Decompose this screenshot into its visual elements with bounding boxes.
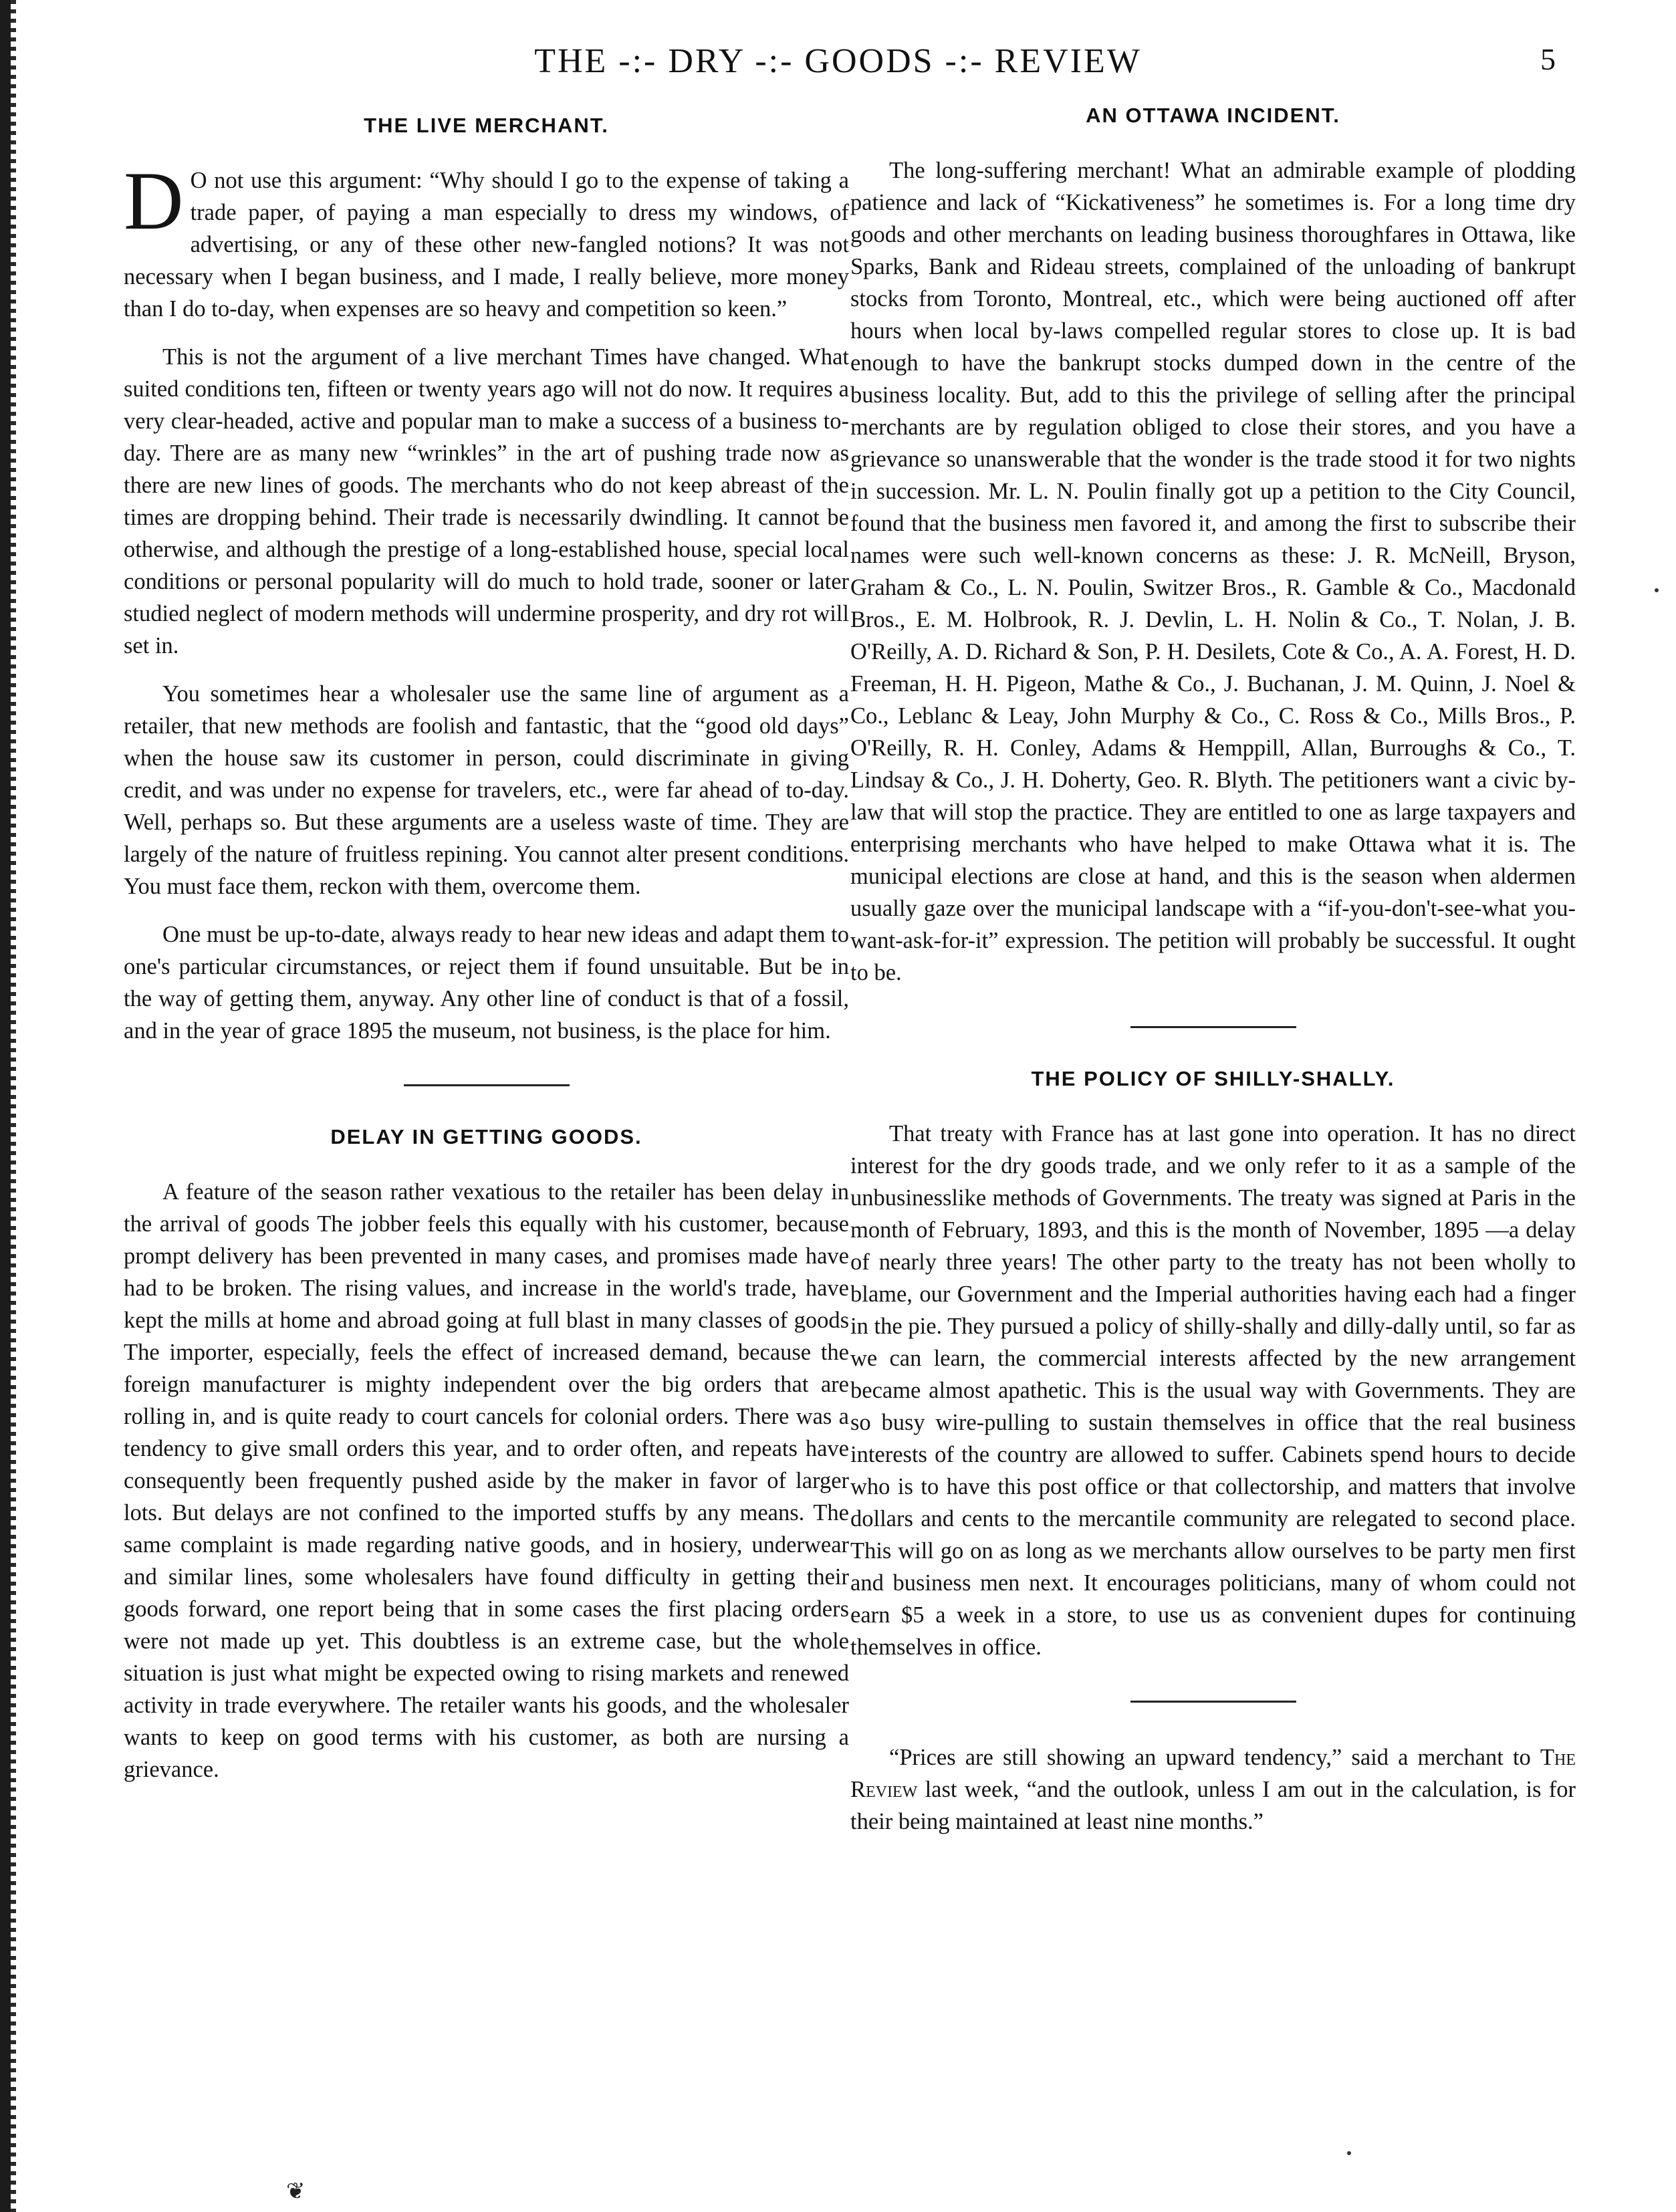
paragraph: The long-suffering merchant! What an admirable example of plodding patience and lack of “Kickativeness” he sometimes is. For a long time dry goods and other merchants on leading business thoroughfares in Ottawa, like Sparks, Bank and Rideau streets, complained of the unloading of bankrupt stocks from Toronto, Montreal, etc., which were being auctioned off after hours when local by-laws compelled regular stores to close up. It is bad enough to have the bankrupt stocks dumped down in the centre of the business locality. But, add to this the privilege of selling after the principal merchants are by regulation obliged to close their stores, and you have a grievance so unanswerable that the wonder is the trade stood it for two nights in succession. Mr. L. N. Poulin finally got up a petition to the City Council, found that the business men favored it, and among the first to subscribe their names were such well-known concerns as these: J. R. McNeill, Bryson, Graham & Co., L. N. Poulin, Switzer Bros., R. Gamble & Co., Macdonald Bros., E. M. Holbrook, R. J. Devlin, L. H. Nolin & Co., T. Nolan, J. B. O'Reilly, A. D. Richard & Son, P. H. Desilets, Cote & Co., A. A. Forest, H. D. Freeman, H. H. Pigeon, Mathe & Co., J. Buchanan, J. M. Quinn, J. Noel & Co., Leblanc & Leay, John Murphy & Co., C. Ross & Co., Mills Bros., P. O'Reilly, R. H. Conley, Adams & Hemppill, Allan, Burroughs & Co., T. Lindsay & Co., J. H. Doherty, Geo. R. Blyth. The petitioners want a civic by-law that will stop the practice. They are entitled to one as large taxpayers and enterprising merchants who have helped to make Ottawa what it is. The municipal elections are close at hand, and this is the season when aldermen usually gaze over the municipal landscape with a “if-you-don't-see-what you-want-ask-for-it” expression. The petition will probably be successful. It ought to be.	[850, 158, 1576, 985]
print-speck	[1655, 588, 1659, 592]
paragraph-text: last week, “and the outlook, unless I am out in the calculation, is for their being maintained at least nine months.”	[850, 1777, 1576, 1834]
drop-cap: D	[124, 155, 184, 247]
heading-delay: DELAY IN GETTING GOODS.	[330, 1125, 642, 1148]
paragraph: This is not the argument of a live merchant Times have changed. What suited conditions ten, fifteen or twenty years ago will not do now. It requires a very clear-headed, active and popular man to make a success of a business to-day. There are as many new “wrinkles” in the art of pushing trade now as there are new lines of goods. The merchants who do not keep abreast of the times are dropping behind. Their trade is necessarily dwindling. It cannot be otherwise, and although the prestige of a long-established house, special local conditions or personal popularity will do much to hold trade, sooner or later studied neglect of modern methods will undermine prosperity, and dry rot will set in.	[124, 344, 849, 658]
heading-ottawa: AN OTTAWA INCIDENT.	[1086, 104, 1340, 127]
paragraph: That treaty with France has at last gone into operation. It has no direct interest for the dry goods trade, and we only refer to it as a sample of the unbusinesslike methods of Governments. The treaty was signed at Paris in the month of February, 1893, and this is the month of November, 1895 —a delay of nearly three years! The other party to the treaty has not been wholly to blame, our Government and the Imperial authorities having each had a finger in the pie. They pursued a policy of shilly-shally and dilly-dally until, so far as we can learn, the commercial interests affected by the new arrangement became almost apathetic. This is the usual way with Governments. They are so busy wire-pulling to sustain themselves in office that the real business interests of the country are allowed to suffer. Cabinets spend hours to decide who is to have this post office or that collectorship, and matters that involve dollars and cents to the mercantile community are relegated to second place. This will go on as long as we merchants allow ourselves to be party men first and business men next. It encourages politicians, many of whom could not earn $5 a week in a store, to use us as convenient dupes for continuing themselves in office.	[850, 1121, 1576, 1660]
section-divider	[404, 1084, 570, 1086]
print-speck	[1347, 2151, 1351, 2155]
paragraph-text: “Prices are still showing an upward tendency,” said a merchant to	[889, 1745, 1540, 1770]
paragraph-text: O not use this argument: “Why should I go to the expense of taking a trade paper, of paying a man especially to dress my windows, of advertising, or any of these other new-fangled notions? It was not necessary when I began business, and I made, I really believe, more money than I do to-day, when expenses are so heavy and competition so keen.”	[124, 168, 849, 322]
paragraph: A feature of the season rather vexatious to the retailer has been delay in the arrival of goods The jobber feels this equally with his customer, because prompt delivery has been prevented in many cases, and promises made have had to be broken. The rising values, and increase in the world's trade, have kept the mills at home and abroad going at full blast in many classes of goods The importer, especially, feels the effect of increased demand, because the foreign manufacturer is mighty independent over the big orders that are rolling in, and is quite ready to court cancels for colonial orders. There was a tendency to give small orders this year, and to order often, and repeats have consequently been frequently pushed aside by the maker in favor of larger lots. But delays are not confined to the imported stuffs by any means. The same complaint is made regarding native goods, and in hosiery, underwear and similar lines, some wholesalers have found difficulty in getting their goods forward, one report being that in some cases the first placing orders were not made up yet. This doubtless is an extreme case, but the whole situation is just what might be expected owing to rising markets and renewed activity in trade everywhere. The retailer wants his goods, and the wholesaler wants to keep on good terms with his customer, as both are nursing a grievance.	[124, 1179, 849, 1782]
publication-name: The Review	[850, 1745, 1576, 1802]
masthead-title: THE -:- DRY -:- GOODS -:- REVIEW	[534, 42, 1142, 80]
paragraph: You sometimes hear a wholesaler use the same line of argument as a retailer, that new methods are foolish and fantastic, that the “good old days” when the house saw its customer in person, could discriminate in giving credit, and was under no expense for travelers, etc., were far ahead of to-day. Well, perhaps so. But these arguments are a useless waste of time. They are largely of the nature of fruitless repining. You cannot alter present conditions. You must face them, reckon with them, overcome them.	[124, 681, 849, 899]
article-live-merchant	[124, 114, 849, 1047]
printer-ornament-icon: ❦	[286, 2179, 306, 2204]
heading-shilly-shally: THE POLICY OF SHILLY-SHALLY.	[1031, 1067, 1395, 1090]
heading-live-merchant: THE LIVE MERCHANT.	[364, 114, 609, 137]
article-prices	[850, 1741, 1576, 1838]
article-shilly-shally	[850, 1067, 1576, 1663]
binding-edge	[0, 0, 11, 2212]
section-divider	[1130, 1701, 1296, 1703]
left-column	[124, 114, 849, 1802]
paragraph	[850, 1741, 1576, 1838]
article-delay	[124, 1125, 849, 1786]
page-number: 5	[1540, 42, 1556, 76]
section-divider	[1130, 1026, 1296, 1028]
article-ottawa	[850, 104, 1576, 989]
paragraph	[124, 155, 849, 325]
right-column	[850, 104, 1576, 1854]
paragraph: One must be up-to-date, always ready to hear new ideas and adapt them to one's particular circumstances, or reject them if found unsuitable. But be in the way of getting them, anyway. Any other line of conduct is that of a fossil, and in the year of grace 1895 the museum, not business, is the place for him.	[124, 922, 849, 1043]
